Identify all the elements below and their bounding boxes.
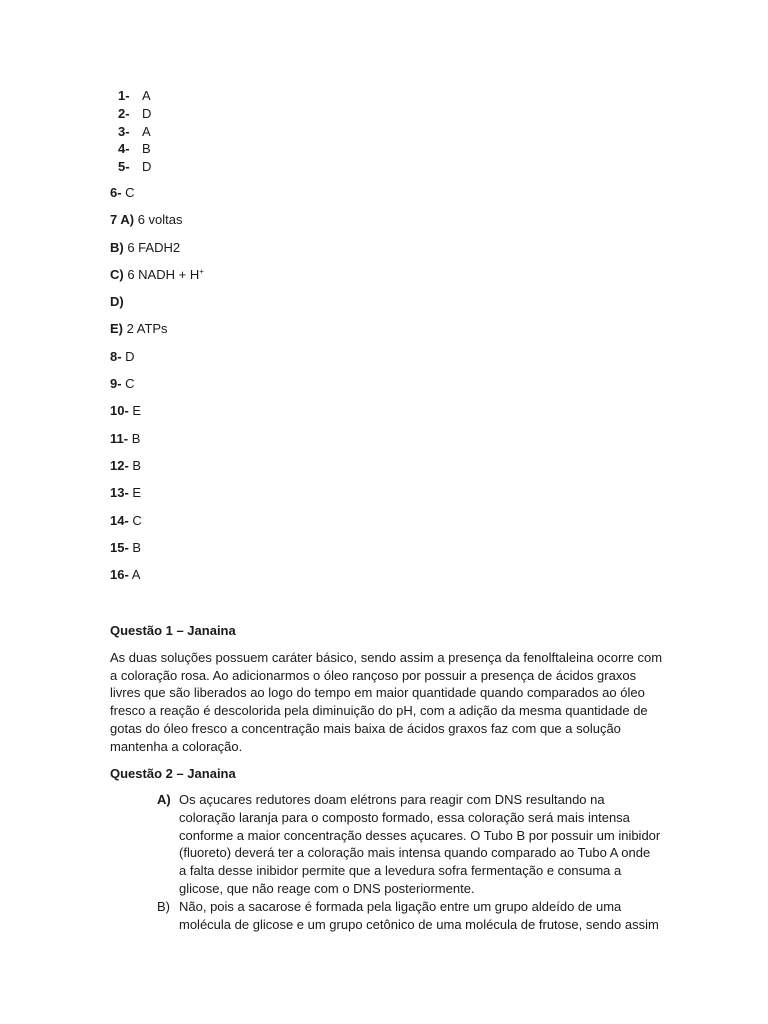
answer-label: 12- — [110, 457, 129, 473]
item-answer: A — [142, 88, 151, 103]
answer-line — [110, 484, 204, 511]
paragraph-line: gotas do óleo fresco a concentração mais baixa de ácidos graxos faz com que a solução — [110, 720, 621, 736]
answer-line — [110, 375, 204, 402]
answer-text: C — [121, 185, 135, 200]
answer-text: 6 NADH + H — [123, 266, 200, 282]
answer-line — [110, 430, 204, 457]
list-item — [118, 123, 151, 141]
paragraph-line: coloração laranja para o composto formado, essa coloração será mais intensa — [179, 809, 630, 825]
paragraph-line: livres que são liberados ao logo do tempo em maior quantidade quando comparados ao óleo — [110, 685, 645, 701]
item-number: 2- — [118, 105, 130, 121]
paragraph-line: a coloração rosa. Ao adicionarmos o óleo rançoso por possuir a presença de ácidos graxos — [110, 667, 637, 683]
answer-line — [110, 320, 204, 347]
answer-label: 7 A) — [110, 212, 135, 228]
paragraph-line: As duas soluções possuem caráter básico, sendo assim a presença da fenolftaleina ocorre com — [110, 650, 663, 665]
answer-label: C) — [110, 266, 124, 282]
paragraph-line: (fluoreto) deverá ter a coloração mais intensa quando comparado ao Tubo A onde — [179, 845, 651, 861]
paragraph-line: molécula de glicose e um grupo cetônico de uma molécula de frutose, sendo assim — [179, 916, 659, 932]
paragraph-line: conforme a maior concentração desses açucares. O Tubo B por possuir um inibidor — [179, 827, 661, 843]
answer-line — [110, 539, 204, 566]
answer-label: 6- — [110, 185, 122, 200]
answer-label: B) — [110, 239, 124, 255]
item-number: 4- — [118, 141, 130, 157]
answer-line — [110, 512, 204, 539]
paragraph-line: Não, pois a sacarose é formada pela ligação entre um grupo aldeído de uma — [179, 899, 622, 914]
answer-text: B — [128, 539, 142, 555]
answer-text: A — [128, 567, 141, 583]
answer-label: D) — [110, 294, 124, 310]
item-number: 3- — [118, 123, 130, 139]
answer-line — [110, 566, 204, 593]
answer-text: E — [128, 403, 142, 419]
answer-line — [110, 266, 204, 293]
numbered-answer-list — [118, 87, 151, 176]
item-body — [179, 898, 679, 934]
questao-2-title: Questão 2 – Janaina — [110, 766, 236, 781]
list-item — [118, 105, 151, 123]
answer-text: C — [128, 512, 142, 528]
answer-text: 6 voltas — [134, 212, 183, 228]
list-item — [118, 158, 151, 176]
answer-line — [110, 239, 204, 266]
answer-text: E — [128, 485, 142, 501]
answer-label: 13- — [110, 485, 129, 501]
answer-label: E) — [110, 321, 123, 337]
answer-line — [110, 293, 204, 320]
answer-label: 9- — [110, 376, 122, 392]
paragraph-line: Os açucares redutores doam elétrons para reagir com DNS resultando na — [179, 792, 605, 807]
superscript-plus: + — [199, 266, 204, 276]
answer-text: B — [128, 457, 142, 473]
answer-lines — [110, 184, 204, 593]
answer-line — [110, 348, 204, 375]
item-number: 5- — [118, 159, 130, 175]
answer-text: 6 FADH2 — [123, 239, 181, 255]
list-item — [118, 140, 151, 158]
item-marker: B) — [157, 899, 170, 914]
answer-label: 14- — [110, 512, 129, 528]
answer-label: 8- — [110, 348, 122, 364]
item-marker: A) — [157, 792, 171, 807]
answer-line — [110, 211, 204, 238]
item-body — [179, 791, 679, 898]
answer-text: C — [121, 376, 135, 392]
answer-text: 2 ATPs — [123, 321, 168, 337]
answer-label: 11- — [110, 430, 129, 446]
answer-line — [110, 402, 204, 429]
answer-label: 15- — [110, 539, 129, 555]
answer-line — [110, 184, 204, 211]
item-answer: D — [142, 105, 152, 121]
answer-label: 10- — [110, 403, 129, 419]
questao-1-paragraph — [110, 649, 670, 755]
paragraph-line: fresco a reação é descolorida pela diminuição do pH, com a adição da mesma quantidade de — [110, 703, 648, 719]
paragraph-line: mantenha a coloração. — [110, 738, 243, 754]
paragraph-line: glicose, que não reage com o DNS posteriormente. — [179, 880, 475, 896]
item-answer: B — [142, 141, 151, 157]
answer-line — [110, 457, 204, 484]
item-answer: D — [142, 159, 152, 175]
answer-label: 16- — [110, 567, 129, 583]
answer-text: B — [128, 430, 141, 446]
item-number: 1- — [118, 88, 130, 103]
questao-1-title: Questão 1 – Janaina — [110, 623, 236, 638]
list-item — [118, 87, 151, 105]
paragraph-line: a falta desse inibidor permite que a levedura sofra fermentação e consuma a — [179, 863, 622, 879]
answer-text: D — [121, 348, 135, 364]
item-answer: A — [142, 123, 151, 139]
